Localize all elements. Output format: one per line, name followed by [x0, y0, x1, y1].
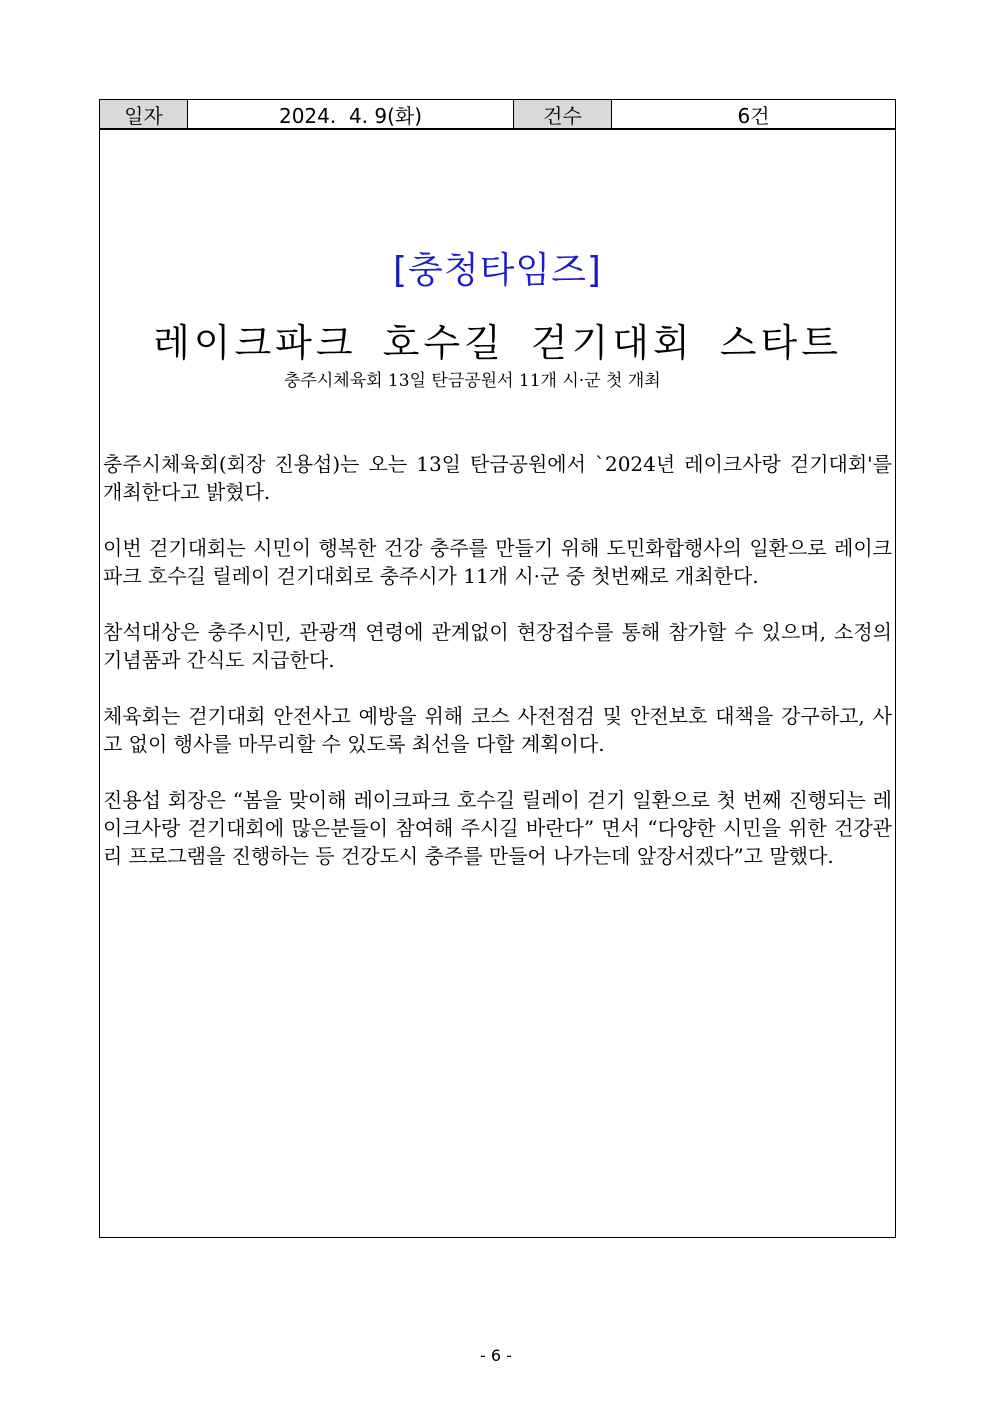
subtitle: 충주시체육회 13일 탄금공원서 11개 시·군 첫 개최	[284, 371, 661, 391]
date-value: 2024. 4. 9(화)	[188, 100, 514, 128]
paragraph: 체육회는 걷기대회 안전사고 예방을 위해 코스 사전점검 및 안전보호 대책을 강구하고, 사고 없이 행사를 마무리할 수 있도록 최선을 다할 계획이다.	[103, 704, 892, 756]
page-number: - 6 -	[480, 1346, 512, 1365]
paragraph: 충주시체육회(회장 진용섭)는 오는 13일 탄금공원에서 `2024년 레이크사랑 걷기대회'를 개최한다고 밝혔다.	[103, 452, 892, 504]
paragraph: 진용섭 회장은 “봄을 맞이해 레이크파크 호수길 릴레이 걷기 일환으로 첫 번째 진행되는 레이크사랑 걷기대회에 많은분들이 참여해 주시길 바란다” 면서 “다양한 시민을 위한 건강관리 프로그램을 진행하는 등 건강도시 충주를 만들어 나가는데 앞장서겠다”고 말했다.	[103, 788, 892, 868]
paragraph: 참석대상은 충주시민, 관광객 연령에 관계없이 현장접수를 통해 참가할 수 있으며, 소정의 기념품과 간식도 지급한다.	[103, 620, 892, 672]
news-source: [충청타임즈]	[393, 250, 602, 291]
header-table	[100, 100, 895, 130]
headline: 레이크파크 호수길 걷기대회 스타트	[153, 321, 842, 365]
paragraph: 이번 걷기대회는 시민이 행복한 건강 충주를 만들기 위해 도민화합행사의 일환으로 레이크파크 호수길 릴레이 걷기대회로 충주시가 11개 시·군 중 첫번째로 개최한다.	[103, 536, 892, 588]
date-label: 일자	[100, 100, 188, 128]
count-label: 건수	[514, 100, 612, 128]
article-frame	[99, 99, 896, 1238]
count-value: 6건	[737, 103, 770, 128]
article-body	[103, 450, 892, 898]
